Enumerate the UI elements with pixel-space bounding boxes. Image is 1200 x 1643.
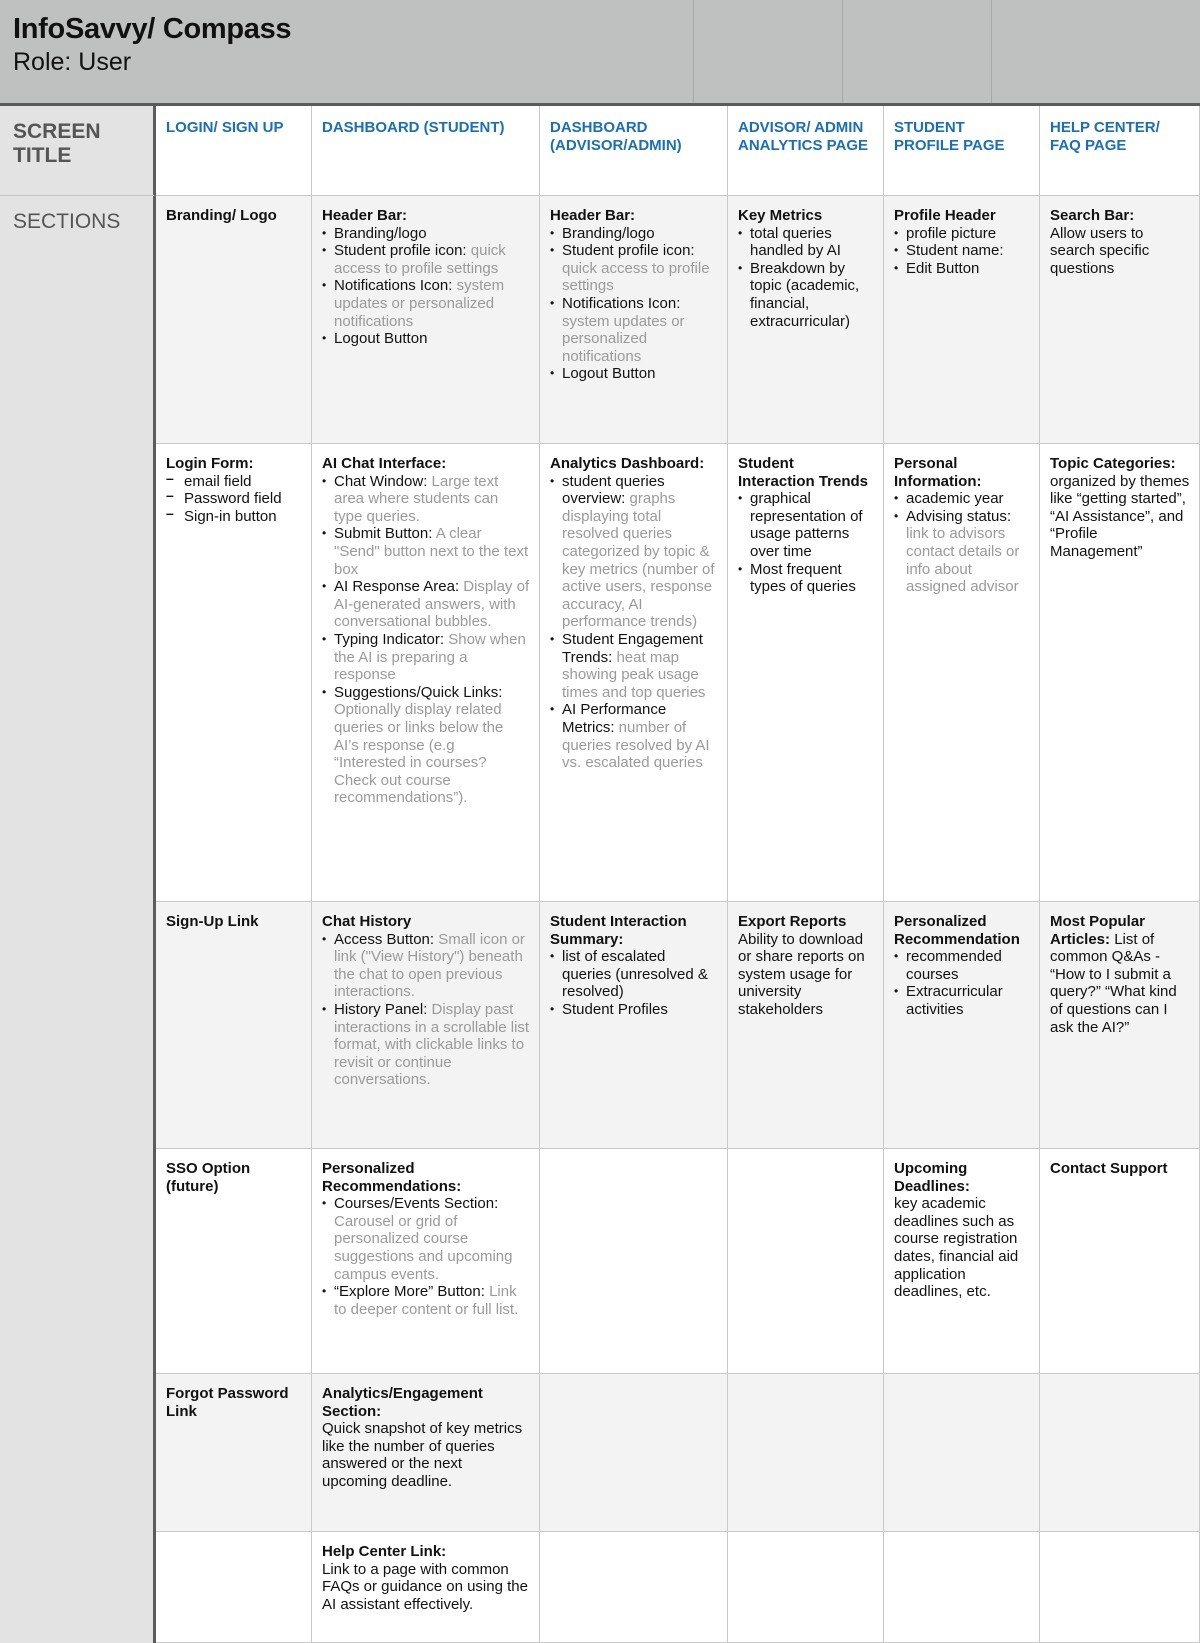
section-heading: Topic Categories: [1050, 455, 1176, 472]
list-item: – email field [166, 473, 302, 491]
item-note: system updates or personalized notifications [334, 277, 505, 330]
list-item [322, 473, 530, 526]
cell-analytics-key-metrics [728, 196, 884, 444]
item-text: Student profile icon: [334, 242, 467, 260]
column-header-login: LOGIN/ SIGN UP [156, 106, 312, 196]
column-header-dashboard-advisor: DASHBOARD (ADVISOR/ADMIN) [540, 106, 728, 196]
list-item [550, 1001, 718, 1019]
item-text: Student Engagement Trends: [562, 630, 703, 666]
item-list [894, 948, 1030, 1018]
item-text: Student Profiles [562, 1000, 668, 1018]
list-item: • Most frequent types of queries [738, 561, 874, 596]
item-list [550, 948, 718, 1018]
item-text: academic year [906, 490, 1004, 508]
item-text: Logout Button [334, 330, 428, 348]
section-heading: Header Bar: [550, 207, 636, 224]
section-heading: Upcoming Deadlines: [894, 1160, 970, 1195]
item-text: History Panel: [334, 1000, 428, 1018]
section-heading: Personalized Recommendation [894, 913, 1020, 948]
list-item [322, 525, 530, 578]
role-label: Role: User [13, 48, 132, 76]
section-heading: Contact Support [1050, 1160, 1168, 1177]
cell-login-sso [156, 1149, 312, 1374]
section-body: Ability to download or share reports on system usage for university stakeholders [738, 930, 865, 1018]
cell-profile-header [884, 196, 1040, 444]
section-body: Allow users to search specific questions [1050, 224, 1150, 277]
column-header-profile: STUDENT PROFILE PAGE [884, 106, 1040, 196]
item-list [322, 1195, 530, 1318]
section-heading: Key Metrics [738, 207, 823, 224]
item-list [550, 225, 718, 383]
cell-help-popular-articles [1040, 902, 1200, 1149]
item-text: Notifications Icon: [562, 294, 681, 312]
item-text: Logout Button [562, 365, 656, 383]
item-note: graphs displaying total resolved queries categorized by topic & key metrics (number of active users, response accuracy, AI performance trends) [562, 490, 715, 631]
item-note: heat map showing peak usage times and top queries [562, 648, 706, 701]
cell-profile-personal-info [884, 444, 1040, 902]
section-heading: Student Interaction Trends [738, 455, 869, 490]
list-item [322, 631, 530, 684]
list-item [550, 631, 718, 701]
item-note: system updates or personalized notifications [562, 312, 685, 365]
cell-advisor-analytics-dashboard [540, 444, 728, 902]
item-note: Display of AI-generated answers, with conversational bubbles. [334, 578, 530, 631]
empty-cell [540, 1374, 728, 1532]
item-text: student queries overview: [562, 472, 665, 508]
cell-student-header-bar [312, 196, 540, 444]
section-heading: Personal Information: [894, 455, 982, 490]
column-header-dashboard-student: DASHBOARD (STUDENT) [312, 106, 540, 196]
item-text: Submit Button: [334, 525, 433, 543]
section-heading: Chat History [322, 913, 412, 930]
cell-login-signup-link [156, 902, 312, 1149]
item-list [550, 473, 718, 772]
section-heading: Analytics Dashboard: [550, 455, 705, 472]
item-list [738, 225, 874, 331]
section-body: Link to a page with common FAQs or guidance on using the AI assistant effectively. [322, 1560, 528, 1613]
list-item: – Password field [166, 490, 302, 508]
list-item [322, 578, 530, 631]
item-list [322, 931, 530, 1089]
section-heading: SSO Option (future) [166, 1160, 251, 1195]
item-list [322, 225, 530, 348]
list-item: • Student name: [894, 242, 1030, 260]
list-item [550, 242, 718, 295]
section-heading: Most Popular Articles: [1050, 913, 1146, 948]
column-header-help: HELP CENTER/ FAQ PAGE [1040, 106, 1200, 196]
empty-cell [728, 1532, 884, 1643]
screen-title-label-cell [0, 106, 156, 196]
item-list [322, 473, 530, 807]
section-heading: Branding/ Logo [166, 207, 277, 224]
screen-title-label: SCREEN TITLE [13, 120, 101, 167]
cell-help-contact-support [1040, 1149, 1200, 1374]
empty-cell [728, 1374, 884, 1532]
cell-analytics-interaction-trends [728, 444, 884, 902]
sections-label: SECTIONS [13, 210, 121, 233]
list-item [550, 473, 718, 631]
cell-student-chat-history [312, 902, 540, 1149]
list-item [550, 365, 718, 383]
item-list [894, 225, 1030, 278]
item-note: quick access to profile settings [334, 242, 506, 277]
list-item [322, 225, 530, 243]
list-item [322, 1001, 530, 1089]
list-item [322, 330, 530, 348]
section-heading: Profile Header [894, 207, 996, 224]
cell-student-help-center-link [312, 1532, 540, 1643]
section-heading: Forgot Password Link [166, 1385, 289, 1420]
item-text: Chat Window: [334, 472, 428, 490]
empty-cell [540, 1149, 728, 1374]
cell-login-form [156, 444, 312, 902]
section-heading: Export Reports [738, 913, 847, 930]
cell-student-recommendations [312, 1149, 540, 1374]
item-note: Small icon or link ("View History") beneath the chat to open previous interactions. [334, 930, 525, 1001]
list-item [894, 508, 1030, 596]
document-header [0, 0, 1200, 106]
item-note: Large text area where students can type queries. [334, 472, 499, 525]
list-item [550, 948, 718, 1001]
cell-profile-deadlines [884, 1149, 1040, 1374]
list-item: • Edit Button [894, 260, 1030, 278]
list-item [894, 490, 1030, 508]
item-list [166, 473, 302, 526]
list-item [322, 242, 530, 277]
item-text: Branding/logo [562, 224, 655, 242]
item-note: link to advisors contact details or info about assigned advisor [906, 525, 1020, 596]
section-heading: Login Form: [166, 455, 254, 472]
item-list [738, 490, 874, 596]
empty-cell [1040, 1374, 1200, 1532]
cell-help-topic-categories [1040, 444, 1200, 902]
item-text: AI Performance Metrics: [562, 701, 667, 736]
list-item [322, 931, 530, 1001]
header-divider [693, 0, 694, 103]
item-text: Typing Indicator: [334, 630, 445, 648]
item-note: Optionally display related queries or links below the AI’s response (e.g “Interested in courses? Check out course recommendations”). [334, 701, 504, 807]
item-text: Access Button: [334, 930, 435, 948]
section-heading: Header Bar: [322, 207, 408, 224]
list-item [322, 1195, 530, 1283]
cell-profile-recommendation [884, 902, 1040, 1149]
section-body: List of common Q&As - “How to I submit a query?” “What kind of questions can I ask the AI?” [1050, 930, 1177, 1036]
item-note: number of queries resolved by AI vs. escalated queries [562, 718, 710, 772]
item-note: A clear "Send" button next to the text box [334, 525, 529, 578]
list-item: • Breakdown by topic (academic, financial, extracurricular) [738, 260, 874, 330]
item-text: Branding/logo [334, 224, 427, 242]
item-note: quick access to profile settings [562, 259, 710, 295]
list-item [550, 701, 718, 771]
item-note: Link to deeper content or full list. [334, 1283, 519, 1318]
item-text: Notifications Icon: [334, 277, 453, 295]
list-item: • profile picture [894, 225, 1030, 243]
section-heading: Personalized Recommendations: [322, 1160, 462, 1195]
section-heading: Help Center Link: [322, 1543, 447, 1560]
empty-cell [540, 1532, 728, 1643]
section-heading: AI Chat Interface: [322, 455, 447, 472]
item-text: “Explore More” Button: [334, 1283, 485, 1301]
list-item [322, 1283, 530, 1318]
sections-label-cell [0, 196, 156, 1643]
cell-analytics-export-reports [728, 902, 884, 1149]
document-title: InfoSavvy/ Compass [13, 13, 292, 45]
item-text: list of escalated queries (unresolved & resolved) [562, 948, 708, 1001]
section-heading: Student Interaction Summary: [550, 913, 687, 948]
cell-student-ai-chat [312, 444, 540, 902]
empty-cell [884, 1532, 1040, 1643]
section-body: organized by themes like “getting started”, “AI Assistance”, and “Profile Management” [1050, 472, 1190, 560]
section-heading: Search Bar: [1050, 207, 1135, 224]
section-body: Quick snapshot of key metrics like the number of queries answered or the next upcoming deadline. [322, 1420, 523, 1490]
item-text: Advising status: [906, 507, 1012, 525]
header-divider [991, 0, 992, 103]
cell-login-forgot-password [156, 1374, 312, 1532]
item-note: Show when the AI is preparing a response [334, 630, 526, 684]
list-item: – Sign-in button [166, 508, 302, 526]
item-text: Courses/Events Section: [334, 1195, 499, 1213]
list-item: • recommended courses [894, 948, 1030, 983]
cell-login-branding [156, 196, 312, 444]
list-item: • total queries handled by AI [738, 225, 874, 260]
empty-cell [728, 1149, 884, 1374]
list-item [550, 295, 718, 365]
item-text: Suggestions/Quick Links: [334, 683, 503, 701]
section-heading: Analytics/Engagement Section: [322, 1385, 483, 1420]
list-item [550, 225, 718, 243]
list-item [322, 684, 530, 807]
list-item: • Extracurricular activities [894, 983, 1030, 1018]
empty-cell [1040, 1532, 1200, 1643]
item-text: AI Response Area: [334, 578, 460, 596]
cell-student-analytics-engagement [312, 1374, 540, 1532]
list-item: • graphical representation of usage patterns over time [738, 490, 874, 560]
column-header-analytics: ADVISOR/ ADMIN ANALYTICS PAGE [728, 106, 884, 196]
item-note: Carousel or grid of personalized course suggestions and upcoming campus events. [334, 1212, 513, 1283]
empty-cell [884, 1374, 1040, 1532]
item-note: Display past interactions in a scrollable list format, with clickable links to revisit or continue conversations. [334, 1000, 530, 1089]
empty-cell [156, 1532, 312, 1643]
cell-help-search-bar [1040, 196, 1200, 444]
cell-advisor-interaction-summary [540, 902, 728, 1149]
section-body: key academic deadlines such as course registration dates, financial aid application deadlines, etc. [894, 1195, 1019, 1301]
header-divider [842, 0, 843, 103]
cell-advisor-header-bar [540, 196, 728, 444]
item-text: Student profile icon: [562, 242, 695, 260]
list-item [322, 277, 530, 330]
item-list [894, 490, 1030, 596]
section-heading: Sign-Up Link [166, 913, 259, 930]
